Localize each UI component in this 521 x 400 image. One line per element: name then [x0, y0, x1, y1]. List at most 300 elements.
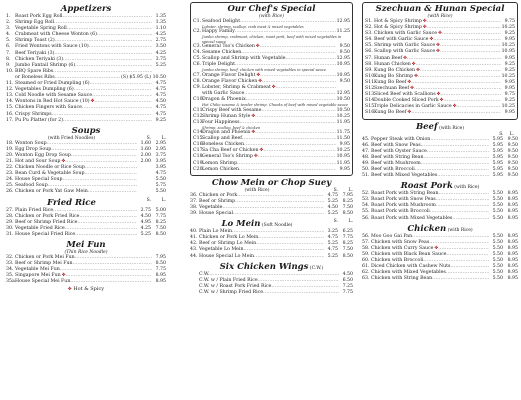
menu-item: [6, 279, 166, 285]
item-number: S4.: [365, 37, 373, 43]
item-number: C4.: [193, 50, 202, 56]
item-price: 4.75: [155, 111, 166, 117]
price-small: 5.50: [492, 276, 503, 282]
menu-item: [6, 189, 166, 195]
price-small: 5.95: [492, 173, 503, 179]
item-number: 20.: [6, 152, 14, 158]
roast-pork-title: Roast Pork: [400, 181, 453, 192]
price-large: 8.95: [507, 191, 518, 197]
item-number: C9.: [193, 84, 202, 90]
item-number: C16.: [193, 142, 205, 148]
size-small-label: S.: [333, 219, 338, 225]
item-name: Fried Wontons with Sauce (10): [15, 44, 89, 50]
price-large: 8.95: [507, 215, 518, 221]
price-small: 5.50: [492, 258, 503, 263]
item-number: S6.: [365, 49, 373, 55]
price-large: 9.50: [507, 142, 518, 148]
item-name: Chicken with Snow Peas: [371, 239, 430, 245]
price-small: 1.60: [140, 140, 151, 146]
item-number: 12.: [6, 87, 14, 93]
chili-icon: ✤: [251, 113, 256, 119]
item-name: Chicken or Pork Lo Mein: [199, 235, 259, 241]
item-number: 27.: [6, 207, 14, 213]
chili-icon: ✤: [439, 98, 444, 104]
item-name: Chicken or Pork Fried Rice: [15, 213, 80, 219]
item-price: 8.95: [155, 273, 166, 279]
item-number: 35.: [6, 273, 14, 279]
item-number: C6.: [193, 62, 202, 68]
mei-fun-title: Mei Fun: [66, 240, 106, 250]
item-price: 5.25: [155, 62, 166, 68]
item-description: Jumbo shrimp, beef, chicken with mixed vegetables in special sauce: [202, 68, 327, 73]
fried-rice-section: [6, 198, 166, 238]
item-name: C.W.: [199, 271, 210, 277]
item-price: 9.25: [155, 117, 166, 123]
item-price: 3.75: [155, 56, 166, 62]
item-number: 50.: [362, 166, 370, 172]
beef-header: [362, 122, 518, 132]
item-name: Hot & Spicy Shrimp: [374, 19, 422, 24]
price-large: 6.25: [342, 229, 353, 235]
item-name: Chicken or Pork Mei Fun: [15, 255, 75, 260]
item-name: Pepper Steak with Onion: [371, 136, 431, 142]
soups-section: [6, 126, 166, 196]
price-large: 8.95: [507, 239, 518, 245]
leader-dots: [233, 211, 324, 217]
item-price: 9.95: [504, 37, 515, 43]
price-small: 5.50: [492, 270, 503, 276]
item-name: House Special Soup: [15, 177, 63, 183]
item-price: 7.75: [342, 289, 353, 295]
item-number: 21.: [6, 158, 14, 164]
mei-fun-list: [6, 255, 166, 285]
item-number: 18.: [6, 140, 14, 146]
item-name: Four Happiness: [202, 119, 240, 125]
item-price: 11.75: [336, 130, 350, 136]
fried-rice-header: [6, 198, 166, 208]
price-large: 8.95: [507, 270, 518, 276]
menu-item: [190, 211, 353, 217]
price-small: 5.25: [327, 211, 338, 217]
item-number: 54.: [362, 203, 370, 209]
item-price: 1.10: [155, 26, 166, 32]
wings-list: [190, 272, 353, 296]
item-name: with Garlic Sauce: [202, 91, 245, 97]
item-name: House Special Lo Mein: [199, 253, 255, 259]
item-price: 9.25: [504, 67, 515, 73]
chili-icon: ✤: [422, 19, 427, 24]
item-name: Chicken with Black Bean Sauce: [371, 251, 447, 257]
item-price: 9.75: [504, 19, 515, 24]
item-price: 10.95: [336, 72, 350, 78]
price-small: 5.50: [492, 239, 503, 245]
item-name: Beef with Garlic Sauce: [374, 37, 429, 43]
menu-item: [190, 290, 353, 296]
szechuan-box: [362, 2, 518, 120]
item-price: 1.35: [155, 14, 166, 19]
chili-icon: ✤: [436, 92, 441, 98]
item-number: 44.: [190, 253, 198, 259]
menu-item: [6, 118, 166, 124]
item-price: 8.95: [155, 279, 166, 285]
item-name: Wontons in Red Hot Sauce (10): [15, 99, 90, 105]
item-number: 46.: [362, 142, 370, 148]
item-number: C11.: [193, 107, 205, 113]
soups-list: [6, 141, 166, 196]
item-name: Beef or Shrimp Lo Mein: [199, 241, 257, 247]
item-price: 10.50: [336, 107, 350, 113]
item-name: Roast Pork with String Bean: [371, 191, 439, 197]
price-large: 7.50: [155, 225, 166, 231]
item-number: 53.: [362, 197, 370, 203]
item-number: 19.: [6, 146, 14, 152]
item-number: 16.: [6, 111, 14, 117]
item-number: 29.: [6, 219, 14, 225]
price-small: 4.95: [140, 219, 151, 225]
item-price: 4.25: [155, 50, 166, 56]
item-number: S2.: [365, 25, 373, 31]
item-number: 35a.: [6, 279, 17, 285]
item-price: 7.75: [155, 267, 166, 273]
beef-list: [362, 137, 518, 180]
item-number: 34.: [6, 267, 14, 273]
item-name: Vegetable Spring Roll: [15, 26, 67, 32]
price-large: 8.95: [507, 251, 518, 257]
item-number: 30.: [6, 225, 14, 231]
price-small: 5.50: [492, 191, 503, 197]
price-small: 2.00: [140, 158, 151, 164]
item-name: Chicken Teriyaki (3): [15, 56, 64, 62]
item-name: Seafood Delight: [202, 19, 241, 24]
item-number: 22.: [6, 165, 14, 171]
item-name: Scallop and Beef: [202, 136, 242, 142]
item-price: 7.25: [342, 283, 353, 289]
price-large: 7.75: [342, 235, 353, 241]
item-name: Hot & Spicy Shrimp: [374, 25, 422, 31]
item-number: 37.: [190, 198, 198, 204]
item-price: 10.95: [336, 62, 350, 68]
price-large: 7.50: [342, 247, 353, 253]
item-name: Hunan Beef: [374, 55, 403, 61]
item-price: 9.95: [504, 110, 515, 116]
item-name: Kung Bo Chicken: [374, 67, 416, 73]
item-name: Shrimp Egg Roll: [15, 20, 55, 26]
size-large-label: L.: [161, 197, 166, 203]
item-name: Dragon & Phoenix: [202, 97, 246, 103]
item-number: 62.: [362, 270, 370, 276]
item-number: 33.: [6, 261, 14, 267]
leader-dots: [63, 118, 152, 124]
price-large: 8.95: [507, 245, 518, 251]
chicken-section: [362, 224, 518, 283]
roast-pork-subtitle: (with Rice): [454, 185, 480, 191]
price-large: 2.95: [155, 140, 166, 146]
lo-mein-header: [190, 219, 353, 229]
item-description: Lobster, shrimp, scallop, crab meat & mixed vegetables: [202, 25, 304, 30]
price-large: 8.50: [342, 211, 353, 217]
item-name: Beef with Mixed Vegetables: [371, 173, 438, 179]
price-large: 7.50: [342, 204, 353, 210]
size-small-label: S.: [146, 197, 151, 203]
item-price: 10.50: [336, 97, 350, 103]
item-number: 43.: [190, 247, 198, 253]
item-name: Roast Pork with Mixed Vegetables: [371, 215, 453, 221]
leader-dots: [411, 110, 501, 116]
item-number: 15.: [6, 105, 14, 111]
item-number: 26.: [6, 189, 14, 195]
item-name: Wonton Egg Drop Soup: [15, 152, 71, 158]
item-price: 11.50: [336, 136, 350, 142]
item-name: Chicken with String Bean: [371, 276, 433, 282]
leader-dots: [452, 216, 489, 222]
item-name: Chicken or Pork: [199, 192, 238, 198]
item-name: Roast Pork with Snow Peas: [371, 197, 436, 203]
leader-dots: [88, 189, 137, 195]
chili-icon: ✤: [434, 245, 439, 251]
item-name: Beef or Shrimp Fried Rice: [15, 219, 78, 225]
price-large: 5.50: [155, 177, 166, 183]
item-number: C20.: [193, 166, 205, 172]
chili-icon: ✤: [258, 78, 263, 84]
chili-icon: ✤: [414, 73, 418, 79]
item-name: Beef or Shrimp Mei Fun: [15, 261, 73, 267]
item-name: Scallop and Shrimp with Vegetable: [202, 56, 286, 62]
price-large: 8.95: [507, 264, 518, 270]
item-price: 12.95: [336, 56, 350, 62]
mei-fun-subtitle: (Thin Rice Noodle): [64, 250, 108, 255]
chili-icon: ✤: [407, 110, 412, 116]
lo-mein-subtitle: (Soft Noodle): [261, 223, 293, 229]
item-number: 52.: [362, 191, 370, 197]
item-number: 17.: [6, 117, 14, 123]
item-price: 7.95: [155, 255, 166, 260]
menu-item: [193, 120, 350, 126]
chili-icon: ✤: [271, 84, 276, 90]
item-number: 8.: [6, 56, 11, 62]
item-name: Moo Goo Gai Pan: [371, 233, 413, 239]
spicy-legend: [6, 286, 166, 292]
item-name: BBQ Spare Ribs: [15, 68, 54, 74]
item-number: 40.: [190, 229, 198, 235]
menu-item: [193, 167, 350, 173]
item-price: 4.75: [155, 81, 166, 87]
left-column: [6, 2, 166, 292]
wings-section: [190, 262, 353, 296]
fried-rice-title: Fried Rice: [47, 197, 96, 208]
price-large: 2.95: [155, 146, 166, 152]
item-name: Vegetable Lo Mein: [199, 247, 244, 253]
price-large: 4.75: [155, 171, 166, 177]
item-number: 41.: [190, 235, 198, 241]
item-name: Shrimp Hunan Style: [202, 113, 251, 119]
item-price: 9.95: [504, 86, 515, 92]
item-price: 10.95: [336, 154, 350, 160]
item-number: 24.: [6, 177, 14, 183]
item-number: 2.: [6, 20, 11, 26]
price-small: 5.25: [327, 198, 338, 204]
chow-mein-title: Chow Mein or Chop Suey: [211, 177, 332, 188]
item-name: Crispy Shrimps: [15, 111, 52, 117]
item-name: Egg Drop Soup: [15, 146, 52, 152]
item-price: 12.95: [336, 19, 350, 24]
lo-mein-title: Lo Mein: [221, 219, 261, 230]
item-name: Vegetable Mei Fun: [15, 267, 60, 273]
price-large: 8.25: [342, 198, 353, 204]
chow-mein-subtitle: (with Rice): [244, 187, 270, 193]
item-name: Beef with Broccoli: [371, 166, 415, 172]
leader-dots: [432, 276, 489, 282]
item-description: Jumbo shrimp, crabmeat, chicken, roast pork, beef with mixed vegetables in special sauce: [202, 35, 342, 44]
item-name: Dragon and Phoenix: [202, 130, 251, 136]
item-name: Beef or Shrimp: [199, 198, 236, 204]
chili-icon: ✤: [90, 99, 95, 105]
item-name: Chicken Noodle or Rice Soup: [15, 165, 85, 171]
item-number: 23.: [6, 171, 14, 177]
item-name: Chicken with Curry Sauce: [371, 245, 434, 251]
price-large: 8.95: [507, 258, 518, 263]
item-number: 42.: [190, 241, 198, 247]
item-name: Happy Family: [202, 29, 235, 35]
item-name: Cold Noodle with Sesame Sauce: [15, 93, 93, 99]
chili-icon: ✤: [436, 43, 440, 49]
item-name: Chicken with Broccoli: [371, 258, 424, 263]
item-name: Kung Bo Beef: [374, 79, 407, 85]
size-large-label: L.: [348, 187, 353, 193]
item-number: C7.: [193, 72, 202, 78]
item-name: Orange Flavor Delight: [202, 72, 256, 78]
chili-icon: ✤: [410, 86, 414, 92]
chili-icon: ✤: [61, 158, 66, 164]
price-small: 2.00: [140, 152, 151, 158]
item-name: C.W. w / Plain Fried Rice: [199, 277, 258, 283]
price-small: 5.95: [492, 142, 503, 148]
lo-mein-list: [190, 229, 353, 259]
item-name: Bean Curd & Vegetable Soup: [15, 171, 85, 177]
chili-icon: ✤: [438, 31, 442, 37]
menu-item: [362, 276, 518, 282]
price-large: 7.95: [342, 192, 353, 198]
item-number: 11.: [6, 81, 14, 87]
appetizers-title: Appetizers: [60, 4, 112, 14]
item-number: S3.: [365, 31, 373, 37]
leader-dots: [254, 254, 324, 260]
price-large: 9.50: [507, 148, 518, 154]
price-large: 8.95: [507, 197, 518, 203]
item-number: C15.: [193, 136, 205, 142]
item-number: C8.: [193, 78, 202, 84]
item-price: 4.25: [155, 32, 166, 38]
item-name: Beef with Snow Peas: [371, 142, 421, 148]
item-number: S16.: [365, 110, 376, 116]
item-name: General Tso's Shrimp: [202, 154, 253, 160]
chow-mein-section: [190, 178, 353, 217]
item-name: Jumbo Fantail Shrimp (6): [15, 62, 76, 68]
menu-item: [6, 232, 166, 238]
item-name: Boneless Chicken: [202, 142, 244, 148]
item-name: Chicken with Garlic Sauce: [374, 31, 438, 37]
chicken-header: [362, 224, 518, 234]
price-large: 8.25: [155, 219, 166, 225]
item-price: 10.25: [501, 25, 515, 31]
item-number: C2.: [193, 29, 202, 35]
price-large: 9.50: [507, 136, 518, 142]
item-number: 39.: [190, 211, 198, 217]
price-large: 8.95: [507, 276, 518, 282]
item-number: 63.: [362, 276, 370, 282]
item-name: Roast Pork with Mushroom: [371, 203, 436, 209]
item-name: Beef with Oyster Sauce: [371, 148, 427, 154]
item-number: S5.: [365, 43, 373, 49]
item-name: Scallop with Garlic Sauce: [374, 49, 436, 55]
price-small: 4.75: [327, 192, 338, 198]
item-number: C5.: [193, 56, 202, 62]
roast-pork-section: [362, 181, 518, 221]
price-large: 3.95: [155, 165, 166, 171]
spicy-legend-text: Hot & Spicy: [73, 286, 105, 293]
item-name: Double Cooked Sliced Pork: [374, 98, 439, 104]
price-small: 4.75: [327, 247, 338, 253]
menu-item: [190, 254, 353, 260]
item-name: Shrimp with Garlic Sauce: [374, 43, 436, 49]
price-small: 5.50: [492, 215, 503, 221]
price-small: 5.50: [492, 251, 503, 257]
price-small: 5.95: [492, 166, 503, 172]
item-name: Triple Delicacies in Garlic Sauce: [374, 104, 452, 110]
item-price: (S) $5.95 (L) 10.50: [121, 74, 166, 80]
chicken-subtitle: (with Rice): [447, 227, 473, 233]
price-small: 5.25: [327, 241, 338, 247]
item-number: 25.: [6, 183, 14, 189]
price-small: 4.75: [327, 235, 338, 241]
item-name: Vegetable Fried Rice: [15, 225, 65, 231]
item-name: Crispy Beef with Sesame: [202, 107, 262, 113]
price-large: 8.25: [342, 241, 353, 247]
item-number: C10.: [193, 97, 205, 103]
item-number: 38.: [190, 204, 198, 210]
price-small: 4.50: [327, 204, 338, 210]
size-small-label: S.: [333, 187, 338, 193]
item-name: Vegetables Dumpling (6): [15, 87, 74, 93]
price-small: 5.50: [492, 197, 503, 203]
item-number: C17.: [193, 148, 205, 154]
item-price: 4.75: [155, 105, 166, 111]
chili-icon: ✤: [429, 37, 434, 43]
price-large: 5.50: [155, 189, 166, 195]
beef-title: Beef: [415, 121, 438, 132]
item-number: 7.: [6, 50, 11, 56]
price-large: 3.75: [155, 152, 166, 158]
item-number: 10.: [6, 68, 14, 74]
chili-icon: ✤: [67, 287, 72, 293]
chili-icon: ✤: [403, 55, 407, 61]
item-number: C18.: [193, 154, 205, 160]
item-name: Beef with String Bean: [371, 154, 424, 160]
price-small: 5.95: [492, 160, 503, 166]
menu-item: [362, 173, 518, 179]
item-number: S10.: [365, 73, 376, 79]
chili-icon: ✤: [256, 72, 261, 78]
chow-mein-list: [190, 193, 353, 217]
item-name: Roast Pork Egg Roll: [15, 14, 63, 19]
item-name: Pu Pu Platter (for 2): [15, 117, 63, 123]
item-number: 9.: [6, 62, 11, 68]
size-large-label: L.: [348, 219, 353, 225]
szechuan-list: [365, 19, 515, 117]
chefs-special-title: Our Chef's Special: [227, 4, 316, 14]
price-large: 8.95: [507, 203, 518, 209]
appetizers-section: [6, 4, 166, 124]
item-number: 47.: [362, 148, 370, 154]
